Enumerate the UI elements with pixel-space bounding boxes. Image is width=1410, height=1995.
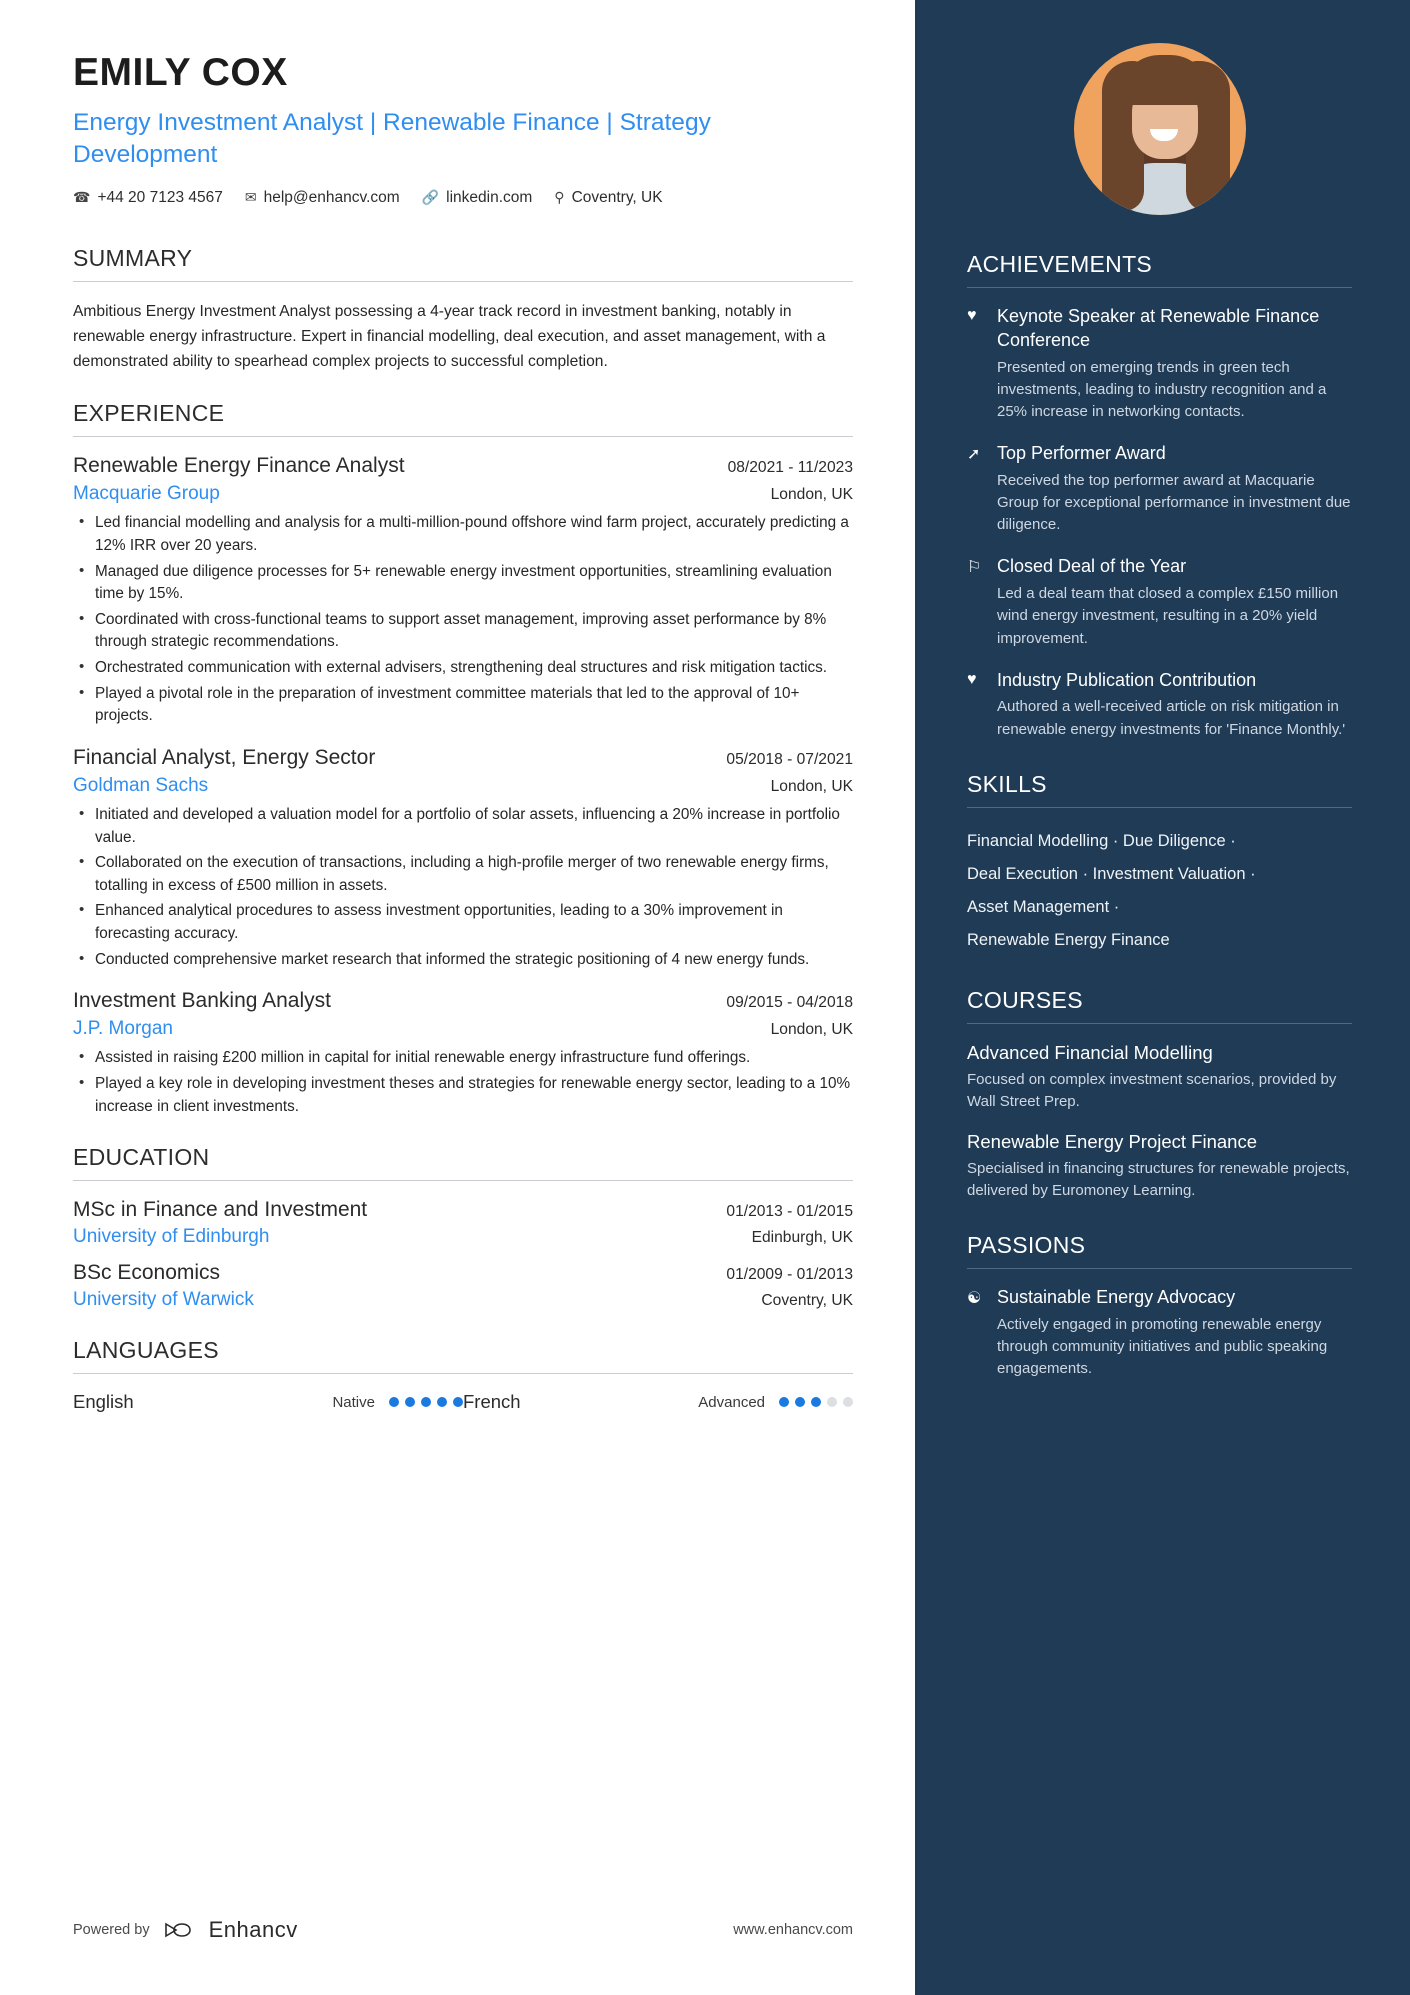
education-heading: EDUCATION bbox=[73, 1144, 853, 1181]
contact-email[interactable] bbox=[245, 189, 400, 207]
degree-title: MSc in Finance and Investment bbox=[73, 1198, 368, 1222]
professional-headline: Energy Investment Analyst | Renewable Finance | Strategy Development bbox=[73, 108, 711, 168]
rating-dot bbox=[779, 1397, 789, 1407]
experience-item-header bbox=[73, 454, 853, 478]
contact-location bbox=[554, 189, 662, 207]
job-bullets bbox=[73, 804, 853, 971]
achievement-item bbox=[967, 555, 1352, 649]
language-name: English bbox=[73, 1391, 134, 1413]
achievement-item bbox=[967, 442, 1352, 536]
passion-desc: Actively engaged in promoting renewable energy through community initiatives and public speaking engagements. bbox=[997, 1315, 1328, 1378]
email-icon: ✉ bbox=[244, 189, 257, 206]
contact-phone-value: +44 20 7123 4567 bbox=[97, 188, 223, 206]
achievement-body bbox=[997, 555, 1352, 649]
job-dates: 09/2015 - 04/2018 bbox=[726, 994, 853, 1012]
course-desc: Focused on complex investment scenarios, provided by Wall Street Prep. bbox=[967, 1070, 1337, 1110]
school-name[interactable]: University of Edinburgh bbox=[73, 1226, 270, 1248]
job-bullet: • Led financial modelling and analysis for a multi-million-pound offshore wind farm project, accurately predicting a 12% IRR over 20 years. bbox=[73, 512, 853, 557]
achievement-desc: Received the top performer award at Macquarie Group for exceptional performance in investment due diligence. bbox=[997, 471, 1351, 534]
achievement-desc: Led a deal team that closed a complex £150 million wind energy investment, resulting in a 20% yield improvement. bbox=[997, 585, 1339, 647]
summary-text: Ambitious Energy Investment Analyst possessing a 4-year track record in investment banking, notably in renewable energy infrastructure. Expert in financial modelling, deal execution, and asset management, with a demonstrated ability to spearhead complex projects to successful completion. bbox=[73, 302, 826, 371]
achievements-heading: ACHIEVEMENTS bbox=[967, 251, 1352, 288]
course-item bbox=[967, 1041, 1352, 1113]
section-languages bbox=[73, 1337, 853, 1413]
summary-heading: SUMMARY bbox=[73, 245, 853, 282]
education-item-header bbox=[73, 1261, 853, 1285]
achievement-item bbox=[967, 305, 1352, 423]
phone-icon: ☎ bbox=[73, 189, 91, 206]
contact-phone bbox=[73, 189, 223, 207]
section-education bbox=[73, 1144, 853, 1311]
contact-row bbox=[73, 189, 853, 207]
section-skills bbox=[967, 771, 1352, 957]
resume-sidebar bbox=[915, 0, 1410, 1995]
job-location: London, UK bbox=[770, 777, 853, 795]
rating-dot bbox=[827, 1397, 837, 1407]
job-dates: 08/2021 - 11/2023 bbox=[727, 459, 853, 477]
enhancv-wordmark: Enhancv bbox=[208, 1917, 298, 1942]
rating-dot bbox=[811, 1397, 821, 1407]
achievement-body bbox=[997, 669, 1352, 741]
degree-dates: 01/2009 - 01/2013 bbox=[726, 1266, 853, 1284]
skill-line: Asset Management · bbox=[967, 897, 1120, 916]
languages-heading: LANGUAGES bbox=[73, 1337, 853, 1374]
job-bullet: • Assisted in raising £200 million in capital for initial renewable energy infrastructure fund offerings. bbox=[73, 1047, 853, 1070]
link-icon: 🔗 bbox=[421, 189, 440, 206]
achievement-title: Top Performer Award bbox=[997, 443, 1166, 464]
enhancv-logo bbox=[164, 1917, 298, 1943]
job-title: Investment Banking Analyst bbox=[73, 989, 331, 1013]
achievement-title: Closed Deal of the Year bbox=[997, 556, 1187, 577]
experience-heading: EXPERIENCE bbox=[73, 400, 853, 437]
language-item bbox=[73, 1391, 463, 1413]
skill-line: Deal Execution · Investment Valuation · bbox=[967, 864, 1256, 883]
school-location: Edinburgh, UK bbox=[751, 1229, 853, 1247]
skills-heading: SKILLS bbox=[967, 771, 1352, 808]
contact-linkedin-value: linkedin.com bbox=[446, 188, 533, 206]
powered-by-label: Powered by bbox=[73, 1922, 150, 1938]
course-desc: Specialised in financing structures for renewable projects, delivered by Euromoney Learning. bbox=[967, 1160, 1350, 1200]
passions-heading: PASSIONS bbox=[967, 1232, 1352, 1269]
job-bullet: • Played a key role in developing investment theses and strategies for renewable energy sector, leading to a 10% increase in client investments. bbox=[73, 1073, 853, 1118]
job-location: London, UK bbox=[770, 486, 853, 504]
course-item bbox=[967, 1130, 1352, 1202]
achievement-title: Keynote Speaker at Renewable Finance Conference bbox=[997, 306, 1320, 350]
experience-item bbox=[73, 454, 853, 728]
skill-line: Renewable Energy Finance bbox=[967, 930, 1170, 949]
rating-dot bbox=[389, 1397, 399, 1407]
language-level: Advanced bbox=[698, 1393, 765, 1411]
languages-row bbox=[73, 1391, 853, 1413]
language-rating bbox=[389, 1397, 463, 1407]
page-title: EMILY COX bbox=[73, 51, 288, 94]
degree-dates: 01/2013 - 01/2015 bbox=[726, 1203, 853, 1221]
job-company[interactable]: Macquarie Group bbox=[73, 483, 220, 505]
course-title: Advanced Financial Modelling bbox=[967, 1041, 1213, 1063]
flag-icon: ⚐ bbox=[967, 559, 982, 577]
section-experience bbox=[73, 400, 853, 1118]
language-name: French bbox=[463, 1391, 521, 1413]
school-location: Coventry, UK bbox=[761, 1292, 853, 1310]
job-bullet: • Conducted comprehensive market research that informed the strategic positioning of 4 new energy funds. bbox=[73, 949, 853, 972]
degree-title: BSc Economics bbox=[73, 1261, 221, 1285]
section-courses bbox=[967, 987, 1352, 1202]
footer-website[interactable]: www.enhancv.com bbox=[733, 1922, 853, 1938]
experience-item-subheader bbox=[73, 483, 853, 505]
experience-item-header bbox=[73, 746, 853, 770]
experience-item bbox=[73, 746, 853, 971]
passion-body bbox=[997, 1286, 1352, 1380]
job-bullets bbox=[73, 512, 853, 728]
education-item-subheader bbox=[73, 1285, 853, 1311]
contact-location-value: Coventry, UK bbox=[571, 188, 663, 206]
skill-line: Financial Modelling · Due Diligence · bbox=[967, 831, 1236, 850]
job-bullet: • Collaborated on the execution of transactions, including a high-profile merger of two renewable energy firms, totalling in excess of £500 million in assets. bbox=[73, 852, 853, 897]
achievement-body bbox=[997, 305, 1352, 423]
job-title: Renewable Energy Finance Analyst bbox=[73, 454, 405, 478]
job-bullet: • Orchestrated communication with external advisers, strengthening deal structures and risk mitigation tactics. bbox=[73, 657, 853, 680]
passion-item bbox=[967, 1286, 1352, 1380]
rating-dot bbox=[843, 1397, 853, 1407]
achievement-desc: Presented on emerging trends in green tech investments, leading to industry recognition and a 25% increase in networking contacts. bbox=[997, 358, 1327, 420]
job-bullets bbox=[73, 1047, 853, 1118]
experience-item-subheader bbox=[73, 775, 853, 797]
experience-item-subheader bbox=[73, 1018, 853, 1040]
achievement-desc: Authored a well-received article on risk mitigation in renewable energy investments for 'Finance Monthly.' bbox=[997, 698, 1346, 738]
lightbulb-icon: ☯ bbox=[967, 1289, 982, 1307]
courses-heading: COURSES bbox=[967, 987, 1352, 1024]
education-item-header bbox=[73, 1198, 853, 1222]
section-passions bbox=[967, 1232, 1352, 1380]
job-bullet: • Initiated and developed a valuation model for a portfolio of solar assets, influencing a 20% increase in portfolio value. bbox=[73, 804, 853, 849]
achievement-item bbox=[967, 669, 1352, 741]
heart-icon: ♥ bbox=[967, 670, 977, 688]
education-item-subheader bbox=[73, 1222, 853, 1248]
infinity-icon bbox=[164, 1919, 200, 1941]
rating-dot bbox=[405, 1397, 415, 1407]
achievement-title: Industry Publication Contribution bbox=[997, 669, 1257, 690]
job-dates: 05/2018 - 07/2021 bbox=[726, 750, 853, 768]
school-name[interactable]: University of Warwick bbox=[73, 1289, 254, 1311]
powered-by-block bbox=[73, 1917, 298, 1943]
language-rating bbox=[779, 1397, 853, 1407]
education-item bbox=[73, 1261, 853, 1311]
rating-dot bbox=[437, 1397, 447, 1407]
location-icon: ⚲ bbox=[554, 189, 565, 206]
job-bullet: • Played a pivotal role in the preparation of investment committee materials that led to the approval of 10+ projects. bbox=[73, 683, 853, 728]
rating-dot bbox=[421, 1397, 431, 1407]
achievement-body bbox=[997, 442, 1352, 536]
job-company[interactable]: Goldman Sachs bbox=[73, 774, 209, 796]
job-location: London, UK bbox=[770, 1021, 853, 1039]
language-level: Native bbox=[332, 1393, 375, 1411]
job-bullet: • Enhanced analytical procedures to assess investment opportunities, leading to a 30% improvement in forecasting accuracy. bbox=[73, 900, 853, 945]
experience-item-header bbox=[73, 989, 853, 1013]
rating-dot bbox=[795, 1397, 805, 1407]
heart-icon: ♥ bbox=[967, 307, 977, 324]
education-item bbox=[73, 1198, 853, 1248]
section-summary bbox=[73, 245, 853, 375]
section-achievements bbox=[967, 251, 1352, 741]
rocket-icon: ➚ bbox=[967, 446, 981, 464]
footer bbox=[73, 1917, 853, 1943]
course-title: Renewable Energy Project Finance bbox=[967, 1131, 1257, 1153]
job-title: Financial Analyst, Energy Sector bbox=[73, 745, 376, 769]
job-company[interactable]: J.P. Morgan bbox=[73, 1018, 173, 1040]
contact-linkedin[interactable] bbox=[422, 189, 533, 207]
experience-item bbox=[73, 989, 853, 1118]
avatar-wrapper bbox=[967, 0, 1352, 251]
job-bullet: • Coordinated with cross-functional teams to support asset management, improving asset performance by 8% through strategic recommendations. bbox=[73, 609, 853, 654]
job-bullet: • Managed due diligence processes for 5+ renewable energy investment opportunities, streamlining evaluation time by 15%. bbox=[73, 561, 853, 606]
avatar bbox=[1074, 43, 1246, 215]
passion-title: Sustainable Energy Advocacy bbox=[997, 1286, 1236, 1307]
contact-email-value: help@enhancv.com bbox=[263, 188, 400, 206]
rating-dot bbox=[453, 1397, 463, 1407]
language-item bbox=[463, 1391, 853, 1413]
